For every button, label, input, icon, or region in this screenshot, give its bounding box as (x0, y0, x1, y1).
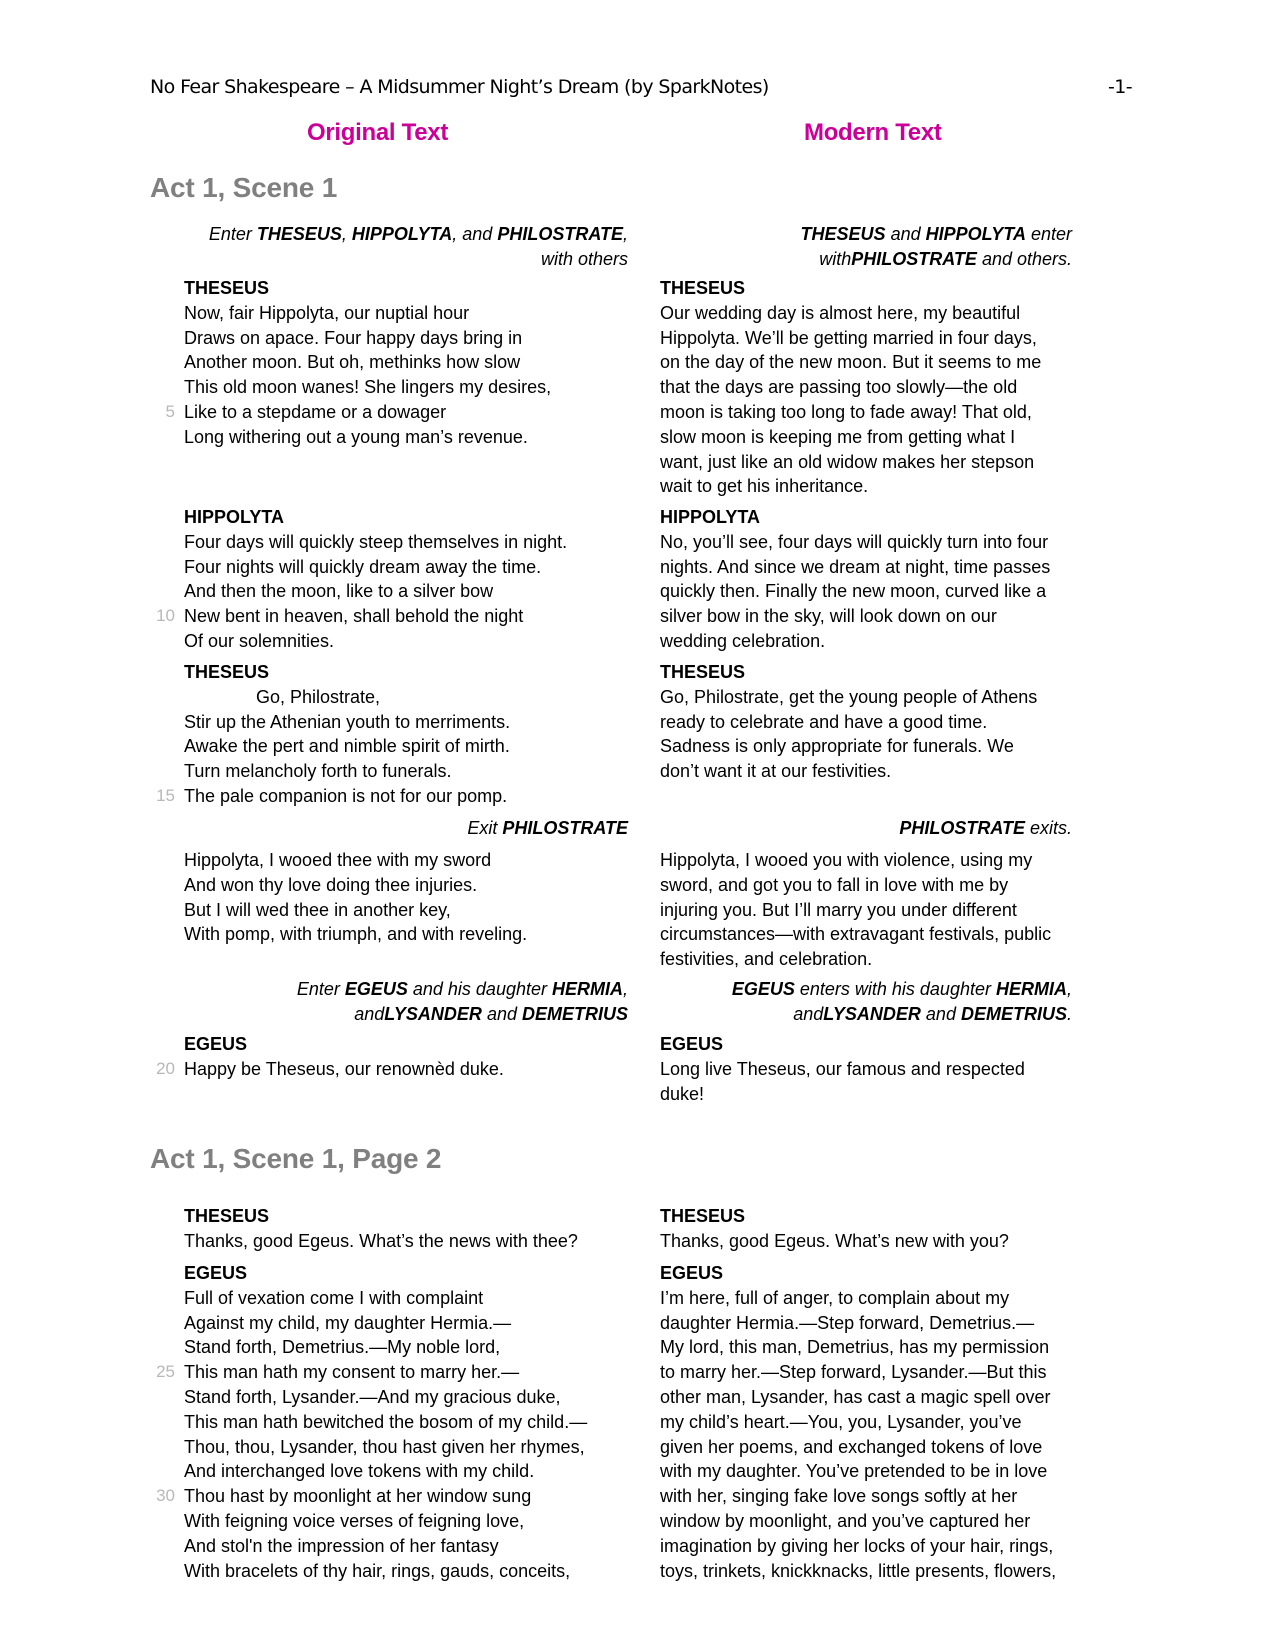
line-text: Thanks, good Egeus. What’s new with you? (660, 1230, 1009, 1251)
text-line (184, 579, 628, 604)
line-text: Hippolyta, I wooed you with violence, using my (660, 850, 1033, 870)
line-text: wedding celebration. (660, 630, 826, 651)
character-name: THESEUS (800, 224, 886, 244)
text-line (660, 1484, 1072, 1509)
text-line (156, 1360, 628, 1385)
line-text: Another moon. But oh, methinks how slow (184, 352, 521, 373)
text-line (660, 1311, 1072, 1336)
text-line (660, 400, 1072, 425)
text-line (156, 1484, 628, 1509)
stage-text: and others. (976, 248, 1072, 269)
text-line (184, 555, 628, 580)
line-text: Long live Theseus, our famous and respected (660, 1058, 1025, 1079)
stage-text: Enter (296, 979, 345, 999)
line-text: And then the moon, like to a silver bow (184, 581, 494, 602)
text-line (156, 604, 628, 629)
stage-direction (184, 977, 628, 1027)
speaker-name: EGEUS (184, 1034, 248, 1054)
text-line (660, 326, 1072, 351)
line-text: With feigning voice verses of feigning love, (184, 1510, 525, 1531)
text-line (660, 350, 1072, 375)
character-name: HIPPOLYTA (351, 224, 453, 244)
line-number: 5 (165, 401, 175, 421)
text-line (660, 1082, 1072, 1107)
line-text: with my daughter. You’ve pretended to be in love (660, 1461, 1048, 1482)
line-text: wait to get his inheritance. (660, 476, 869, 497)
speech-block (184, 848, 628, 947)
text-line (660, 1559, 1072, 1584)
line-text: nights. And since we dream at night, time passes (660, 556, 1051, 577)
line-text: My lord, this man, Demetrius, has my permission (660, 1337, 1050, 1358)
line-text: And stol'n the impression of her fantasy (184, 1535, 499, 1556)
speech-block (660, 1032, 1072, 1106)
text-line (184, 1335, 628, 1360)
line-text: Against my child, my daughter Hermia.— (184, 1312, 512, 1333)
character-name: HIPPOLYTA (925, 224, 1026, 244)
line-text: Stand forth, Lysander.—And my gracious duke, (184, 1386, 561, 1407)
stage-text: , and (452, 224, 498, 244)
character-name: DEMETRIUS (960, 1003, 1067, 1024)
character-name: DEMETRIUS (521, 1003, 628, 1024)
stage-direction (660, 222, 1072, 272)
line-text: Thou hast by moonlight at her window sung (184, 1486, 532, 1507)
text-line (184, 1509, 628, 1534)
line-text: injuring you. But I’ll marry you under different (660, 899, 1017, 920)
stage-text: , (622, 979, 628, 999)
line-text: silver bow in the sky, will look down on our (660, 606, 997, 627)
speech-block (156, 505, 628, 654)
line-text: The pale companion is not for our pomp. (184, 785, 508, 806)
document-title: No Fear Shakespeare – A Midsummer Night’s Dream (by SparkNotes) (150, 76, 769, 98)
text-line (184, 759, 628, 784)
line-text: Go, Philostrate, get the young people of Athens (660, 686, 1038, 707)
line-text: quickly then. Finally the new moon, curved like a (660, 581, 1047, 602)
speaker-name: THESEUS (184, 1206, 270, 1226)
stage-text: enter (1025, 224, 1072, 244)
text-line (660, 922, 1072, 947)
text-line (660, 375, 1072, 400)
line-text: And won thy love doing thee injuries. (184, 874, 478, 895)
speech-block (660, 1261, 1072, 1583)
text-line (156, 1057, 628, 1082)
character-name: HERMIA (551, 979, 623, 999)
stage-text: exits. (1024, 818, 1072, 838)
text-line (660, 685, 1072, 710)
line-text: given her poems, and exchanged tokens of love (660, 1436, 1043, 1457)
line-text: New bent in heaven, shall behold the night (184, 606, 524, 627)
text-line (184, 629, 628, 654)
line-text: Draws on apace. Four happy days bring in (184, 327, 523, 348)
line-text: This man hath bewitched the bosom of my child.— (184, 1411, 588, 1432)
text-line (660, 710, 1072, 735)
speech-block (165, 276, 628, 450)
stage-text: , (341, 224, 352, 244)
line-text: Full of vexation come I with complaint (184, 1287, 484, 1308)
text-line (184, 425, 628, 450)
stage-text: . (1066, 1003, 1072, 1024)
text-line (660, 759, 1072, 784)
text-line (660, 1360, 1072, 1385)
speaker-name: THESEUS (184, 662, 270, 682)
text-line (184, 1229, 628, 1254)
stage-direction (660, 816, 1072, 841)
stage-direction-line (660, 222, 1072, 247)
text-line (184, 1559, 628, 1584)
line-text: my child’s heart.—You, you, Lysander, you’ve (660, 1411, 1022, 1432)
speech-block (660, 660, 1072, 784)
text-line (660, 474, 1072, 499)
line-text: imagination by giving her locks of your hair, rings, (660, 1535, 1054, 1556)
line-text: Hippolyta. We’ll be getting married in four days, (660, 327, 1037, 348)
speaker-name: EGEUS (660, 1034, 724, 1054)
speech-block (156, 660, 628, 809)
character-name: LYSANDER (384, 1003, 482, 1024)
stage-direction-line (184, 1002, 628, 1027)
line-text: Like to a stepdame or a dowager (184, 401, 447, 422)
text-line (184, 350, 628, 375)
text-line (660, 1410, 1072, 1435)
speech-block (156, 1261, 628, 1583)
text-line (184, 873, 628, 898)
line-text: Sadness is only appropriate for funerals. We (660, 736, 1014, 757)
text-line (660, 530, 1072, 555)
stage-text: and (793, 1003, 824, 1024)
act-heading-scene-1: Act 1, Scene 1 (150, 172, 338, 203)
text-line (184, 530, 628, 555)
stage-direction-line (660, 977, 1072, 1002)
line-text: don’t want it at our festivities. (660, 761, 892, 782)
text-line (184, 1534, 628, 1559)
line-number: 20 (156, 1058, 175, 1078)
stage-text: with (819, 248, 852, 269)
line-number: 15 (156, 785, 175, 805)
speaker-name: THESEUS (660, 662, 746, 682)
speaker-name: EGEUS (184, 1263, 248, 1283)
line-text: slow moon is keeping me from getting what I (660, 426, 1016, 447)
line-text: But I will wed thee in another key, (184, 899, 451, 920)
text-line (184, 1385, 628, 1410)
character-name: EGEUS (731, 979, 795, 999)
speaker-name: HIPPOLYTA (660, 507, 761, 527)
line-text: Awake the pert and nimble spirit of mirth. (184, 736, 510, 757)
text-line (184, 1286, 628, 1311)
text-line (660, 1534, 1072, 1559)
stage-direction-line (660, 816, 1072, 841)
character-name: LYSANDER (823, 1003, 921, 1024)
line-text: With pomp, with triumph, and with reveling. (184, 924, 528, 945)
line-text: moon is taking too long to fade away! That old, (660, 401, 1032, 422)
line-text: daughter Hermia.—Step forward, Demetrius.— (660, 1312, 1035, 1333)
line-text: And interchanged love tokens with my child. (184, 1461, 535, 1482)
text-line (660, 848, 1072, 873)
character-name: HERMIA (995, 979, 1067, 999)
stage-text: Exit (467, 818, 503, 838)
text-line (660, 873, 1072, 898)
line-text: festivities, and celebration. (660, 949, 873, 970)
text-line (184, 848, 628, 873)
line-text: duke! (660, 1083, 705, 1104)
line-text: Thou, thou, Lysander, thou hast given her rhymes, (184, 1436, 585, 1457)
speech-block (660, 505, 1072, 654)
text-line (660, 898, 1072, 923)
line-text: With bracelets of thy hair, rings, gauds, conceits, (184, 1560, 571, 1581)
stage-text: and his daughter (407, 979, 552, 999)
speaker-name: THESEUS (184, 278, 270, 298)
stage-direction-line (184, 816, 628, 841)
text-line (660, 450, 1072, 475)
character-name: PHILOSTRATE (502, 818, 628, 838)
text-line (660, 604, 1072, 629)
line-text: on the day of the new moon. But it seems to me (660, 352, 1042, 373)
text-line (660, 1335, 1072, 1360)
stage-direction (184, 816, 628, 841)
character-name: EGEUS (344, 979, 408, 999)
text-line (184, 375, 628, 400)
text-line (165, 400, 628, 425)
text-line (660, 1509, 1072, 1534)
text-line (184, 1311, 628, 1336)
text-line (660, 1286, 1072, 1311)
line-text: This old moon wanes! She lingers my desires, (184, 377, 552, 398)
line-text: Stir up the Athenian youth to merriments. (184, 711, 511, 732)
character-name: PHILOSTRATE (899, 818, 1025, 838)
text-line (184, 1435, 628, 1460)
text-line (660, 947, 1072, 972)
text-line (660, 629, 1072, 654)
character-name: THESEUS (256, 224, 342, 244)
stage-text: and (481, 1003, 522, 1024)
line-text: circumstances—with extravagant festivals, public (660, 924, 1052, 945)
line-text: that the days are passing too slowly—the old (660, 377, 1018, 398)
line-text: Happy be Theseus, our renownèd duke. (184, 1058, 504, 1079)
speech-block (660, 1204, 1072, 1254)
stage-text: , (1066, 979, 1072, 999)
line-text: Turn melancholy forth to funerals. (184, 761, 452, 782)
line-text: window by moonlight, and you’ve captured her (660, 1510, 1031, 1531)
text-line (184, 734, 628, 759)
text-line (184, 1410, 628, 1435)
line-number: 30 (156, 1486, 175, 1506)
stage-direction (660, 977, 1072, 1027)
line-text: No, you’ll see, four days will quickly turn into four (660, 531, 1049, 552)
stage-direction (184, 222, 628, 272)
text-line (660, 1057, 1072, 1082)
text-line (660, 1385, 1072, 1410)
stage-text: , (622, 224, 628, 244)
stage-text: and (354, 1003, 385, 1024)
line-text: Now, fair Hippolyta, our nuptial hour (184, 302, 470, 323)
text-line (184, 301, 628, 326)
text-line (184, 710, 628, 735)
line-text: Four days will quickly steep themselves in night. (184, 531, 568, 552)
text-line (156, 784, 628, 809)
speaker-name: HIPPOLYTA (184, 507, 285, 527)
line-text: Stand forth, Demetrius.—My noble lord, (184, 1337, 501, 1358)
speaker-name: THESEUS (660, 1206, 746, 1226)
line-text: Thanks, good Egeus. What’s the news with thee? (184, 1230, 578, 1251)
act-heading-scene-1-page-2: Act 1, Scene 1, Page 2 (150, 1143, 442, 1174)
line-text: to marry her.—Step forward, Lysander.—But this (660, 1362, 1047, 1383)
line-text: other man, Lysander, has cast a magic spell over (660, 1386, 1051, 1407)
character-name: PHILOSTRATE (497, 224, 623, 244)
line-text: Hippolyta, I wooed thee with my sword (184, 850, 492, 870)
line-text: ready to celebrate and have a good time. (660, 711, 988, 732)
text-line (660, 301, 1072, 326)
text-line (184, 1459, 628, 1484)
character-name: PHILOSTRATE (851, 248, 977, 269)
text-line (184, 922, 628, 947)
text-line (660, 555, 1072, 580)
speech-block (660, 848, 1072, 972)
speaker-name: EGEUS (660, 1263, 724, 1283)
text-line (184, 685, 628, 710)
text-line (184, 326, 628, 351)
line-text: want, just like an old widow makes her stepson (660, 451, 1035, 472)
line-number: 10 (156, 606, 175, 626)
text-line (660, 579, 1072, 604)
stage-text: and (885, 224, 926, 244)
text-line (660, 734, 1072, 759)
line-text: with her, singing fake love songs softly at her (660, 1486, 1018, 1507)
line-text: sword, and got you to fall in love with me by (660, 874, 1009, 895)
stage-text: Enter (208, 224, 257, 244)
line-text: Of our solemnities. (184, 630, 335, 651)
stage-text: enters with his daughter (794, 979, 996, 999)
original-text-heading: Original Text (307, 119, 449, 146)
line-text: Long withering out a young man’s revenue. (184, 426, 528, 447)
speech-block (660, 276, 1072, 499)
text-line (184, 898, 628, 923)
line-text: Go, Philostrate, (256, 686, 381, 707)
stage-direction-line (184, 222, 628, 247)
modern-text-heading: Modern Text (804, 119, 942, 146)
stage-text: with others (540, 248, 628, 269)
speech-block (184, 1204, 628, 1254)
line-text: Our wedding day is almost here, my beautiful (660, 302, 1021, 323)
line-text: This man hath my consent to marry her.— (184, 1362, 520, 1383)
page-number: -1- (1107, 76, 1132, 98)
text-line (660, 1435, 1072, 1460)
text-line (660, 1229, 1072, 1254)
text-line (660, 1459, 1072, 1484)
line-number: 25 (156, 1362, 175, 1382)
line-text: I’m here, full of anger, to complain about my (660, 1287, 1010, 1308)
stage-direction-line (184, 977, 628, 1002)
stage-direction-line (660, 247, 1072, 272)
speaker-name: THESEUS (660, 278, 746, 298)
line-text: Four nights will quickly dream away the time. (184, 556, 542, 577)
speech-block (156, 1032, 628, 1082)
line-text: toys, trinkets, knickknacks, little presents, flowers, (660, 1560, 1057, 1581)
stage-text: and (920, 1003, 961, 1024)
text-line (660, 425, 1072, 450)
stage-direction-line (184, 247, 628, 272)
stage-direction-line (660, 1002, 1072, 1027)
page-header (150, 76, 1130, 106)
